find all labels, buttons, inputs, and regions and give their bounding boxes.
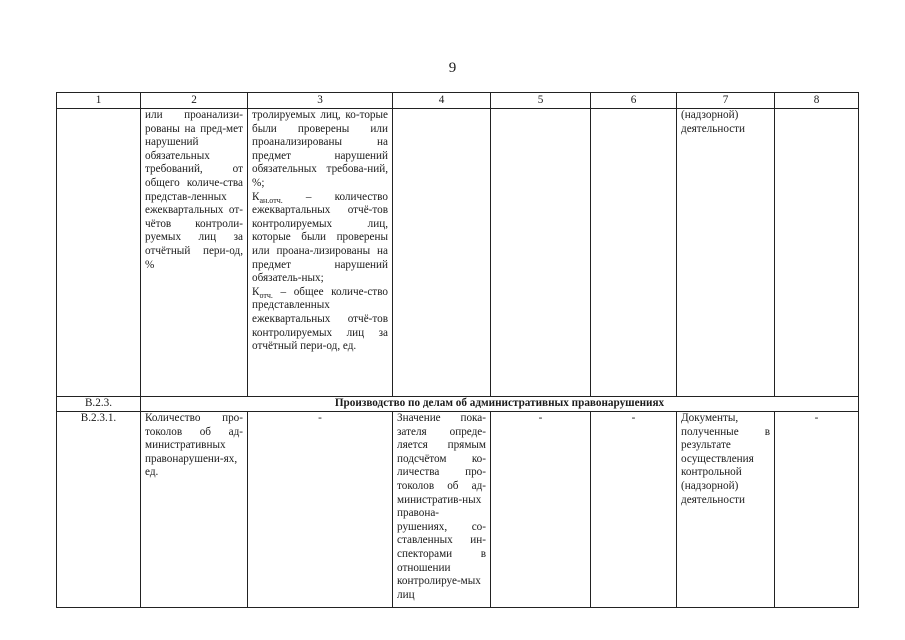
cell-col5 <box>491 109 591 397</box>
column-number-row <box>57 93 859 109</box>
cell-code <box>57 109 141 397</box>
cell-source: (надзорной) деятельности <box>677 109 775 397</box>
k-an-symbol: К <box>252 190 260 203</box>
table-row-continued <box>57 109 859 397</box>
indicators-table <box>56 92 859 608</box>
cell-col5: - <box>491 412 591 608</box>
column-number: 4 <box>393 93 491 109</box>
section-code: В.2.3. <box>57 397 141 412</box>
k-ot-subscript: отч. <box>259 290 273 300</box>
k-ot-description: – общее количе-ство представленных ежеквартальных отчё-тов контролируемых лиц за отчётный пери-од, ед. <box>252 285 388 353</box>
section-row <box>57 397 859 412</box>
page-number: 9 <box>448 60 457 76</box>
section-title: Производство по делам об административных правонарушениях <box>141 397 859 412</box>
formula-text-part1: тролируемых лиц, ко-торые были проверены или проанализированы на предмет нарушений обязательных требова-ний, %; <box>252 109 388 189</box>
column-number: 6 <box>591 93 677 109</box>
cell-indicator-name: или проанализи-рованы на пред-мет нарушений обязательных требований, от общего количе-ства представ-ленных ежеквартальных от-чётов контроли-руемых лиц за отчётный пери-од, % <box>141 109 248 397</box>
column-number: 3 <box>248 93 393 109</box>
cell-formula <box>248 109 393 397</box>
column-number: 1 <box>57 93 141 109</box>
cell-indicator-name: Количество про-токолов об ад-министративных правонарушени-ях, ед. <box>141 412 248 608</box>
column-number: 8 <box>775 93 859 109</box>
cell-source: Документы, полученные в результате осуществления контрольной (надзорной) деятельности <box>677 412 775 608</box>
cell-col8 <box>775 109 859 397</box>
k-an-description: – количество ежеквартальных отчё-тов контролируемых лиц, которые были проверены или проана-лизированы на предмет нарушений обязатель-ных; <box>252 190 388 285</box>
column-number: 7 <box>677 93 775 109</box>
k-an-subscript: ан.отч. <box>259 195 283 205</box>
cell-code: В.2.3.1. <box>57 412 141 608</box>
column-number: 2 <box>141 93 248 109</box>
cell-col6 <box>591 109 677 397</box>
cell-col8: - <box>775 412 859 608</box>
k-ot-symbol: К <box>252 285 260 298</box>
table-row-b231 <box>57 412 859 608</box>
cell-method: Значение пока-зателя опреде-ляется прямым подсчётом ко-личества про-токолов об ад-министратив-ных правона-рушениях, со-ставленных ин-спекторами в отношении контролируе-мых лиц <box>393 412 491 608</box>
cell-formula: - <box>248 412 393 608</box>
cell-col4 <box>393 109 491 397</box>
cell-col6: - <box>591 412 677 608</box>
column-number: 5 <box>491 93 591 109</box>
